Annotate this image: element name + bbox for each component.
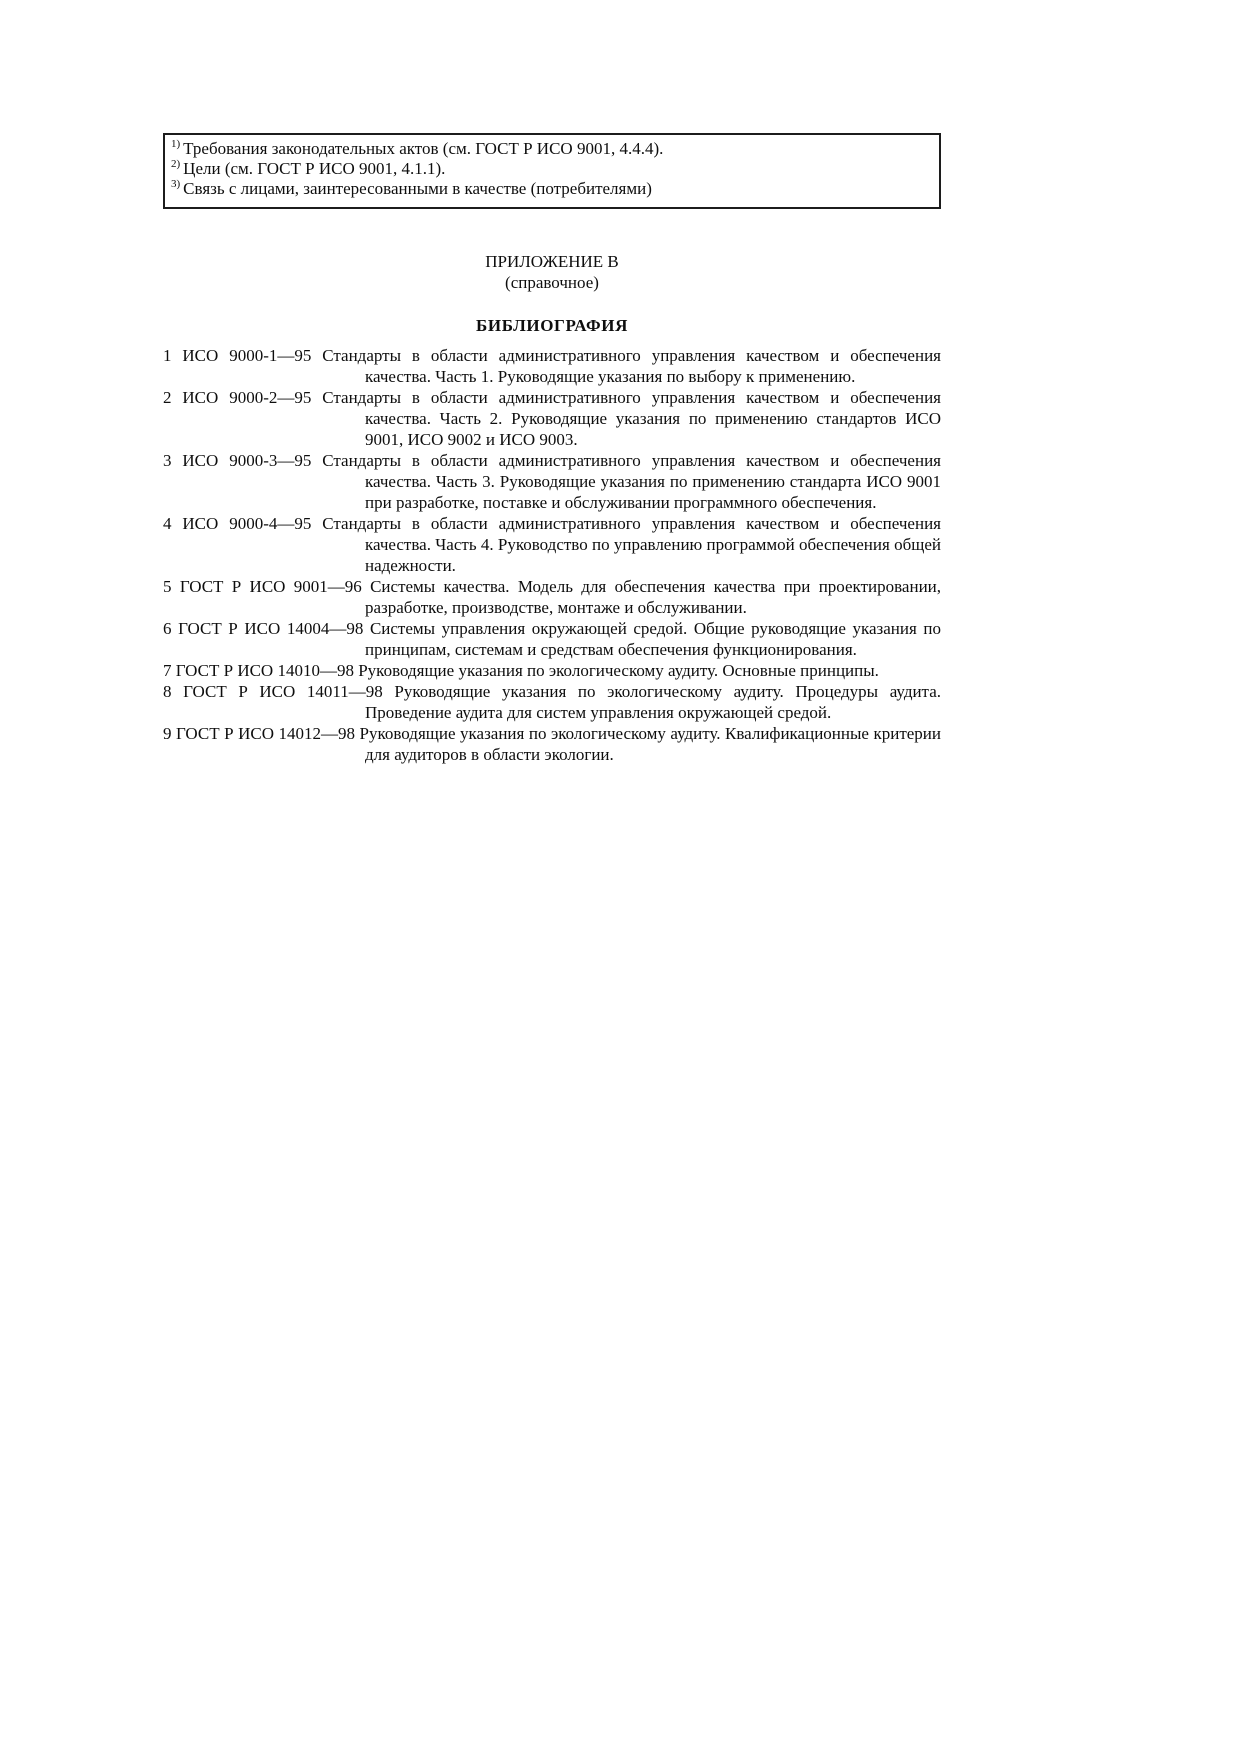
entry-code: ГОСТ Р ИСО 14010—98 — [175, 661, 354, 680]
bibliography-entry-9 — [163, 723, 941, 765]
entry-text: Руководящие указания по экологическому аудиту. Процедуры аудита. Проведение аудита для систем управления окружающей средой. — [365, 682, 941, 722]
bibliography-entry-1 — [163, 345, 941, 387]
bibliography-entry-4 — [163, 513, 941, 576]
bibliography-entry-5 — [163, 576, 941, 618]
footnote-marker: 2) — [171, 158, 181, 171]
entry-number: 8 — [163, 682, 172, 701]
footnote-box — [163, 133, 941, 209]
footnote-text: Требования законодательных актов (см. ГОСТ Р ИСО 9001, 4.4.4). — [183, 139, 664, 158]
bibliography-entry-8 — [163, 681, 941, 723]
entry-number: 7 — [163, 661, 172, 680]
bibliography-entry-6 — [163, 618, 941, 660]
footnote-line-1 — [171, 139, 929, 159]
entry-number: 3 — [163, 451, 172, 470]
entry-text: Руководящие указания по экологическому аудиту. Основные принципы. — [358, 661, 879, 680]
entry-text: Стандарты в области административного управления качеством и обеспечения качества. Часть 2. Руководящие указания по применению стандартов ИСО 9001, ИСО 9002 и ИСО 9003. — [322, 388, 941, 449]
entry-code: ИСО 9000-2—95 — [182, 388, 312, 407]
entry-text: Стандарты в области административного управления качеством и обеспечения качества. Часть 1. Руководящие указания по выбору к применению. — [322, 346, 941, 386]
bibliography-entry-2 — [163, 387, 941, 450]
entry-text: Стандарты в области административного управления качеством и обеспечения качества. Часть 4. Руководство по управлению программой обеспечения общей надежности. — [322, 514, 941, 575]
entry-text: Системы управления окружающей средой. Общие руководящие указания по принципам, системам и средствам обеспечения функционирования. — [365, 619, 941, 659]
entry-number: 6 — [163, 619, 172, 638]
appendix-subtitle: (справочное) — [505, 273, 599, 292]
bibliography-heading: БИБЛИОГРАФИЯ — [476, 316, 628, 335]
footnote-marker: 3) — [171, 178, 181, 191]
bibliography-entry-7 — [163, 660, 941, 681]
entry-code: ГОСТ Р ИСО 14004—98 — [178, 619, 364, 638]
entry-text: Стандарты в области административного управления качеством и обеспечения качества. Часть 3. Руководящие указания по применению стандарта ИСО 9001 при разработке, поставке и обслуживании программного обеспечения. — [322, 451, 941, 512]
entry-code: ИСО 9000-1—95 — [182, 346, 312, 365]
entry-number: 4 — [163, 514, 172, 533]
entry-code: ГОСТ Р ИСО 9001—96 — [179, 577, 362, 596]
entry-code: ГОСТ Р ИСО 14011—98 — [183, 682, 383, 701]
footnote-text: Связь с лицами, заинтересованными в качестве (потребителями) — [183, 179, 652, 198]
entry-code: ИСО 9000-4—95 — [182, 514, 312, 533]
entry-number: 9 — [163, 724, 172, 743]
footnote-line-2 — [171, 159, 929, 179]
page-content — [163, 133, 941, 765]
footnote-line-3 — [171, 179, 929, 199]
bibliography-list — [163, 345, 941, 765]
appendix-title: ПРИЛОЖЕНИЕ В — [485, 252, 619, 271]
entry-number: 5 — [163, 577, 172, 596]
entry-code: ИСО 9000-3—95 — [182, 451, 312, 470]
entry-text: Системы качества. Модель для обеспечения качества при проектировании, разработке, производстве, монтаже и обслуживании. — [365, 577, 942, 617]
entry-number: 2 — [163, 388, 172, 407]
entry-number: 1 — [163, 346, 172, 365]
bibliography-entry-3 — [163, 450, 941, 513]
entry-text: Руководящие указания по экологическому аудиту. Квалификационные критерии для аудиторов в области экологии. — [359, 724, 941, 764]
entry-code: ГОСТ Р ИСО 14012—98 — [176, 724, 356, 743]
footnote-marker: 1) — [171, 138, 181, 151]
footnote-text: Цели (см. ГОСТ Р ИСО 9001, 4.1.1). — [183, 159, 446, 178]
